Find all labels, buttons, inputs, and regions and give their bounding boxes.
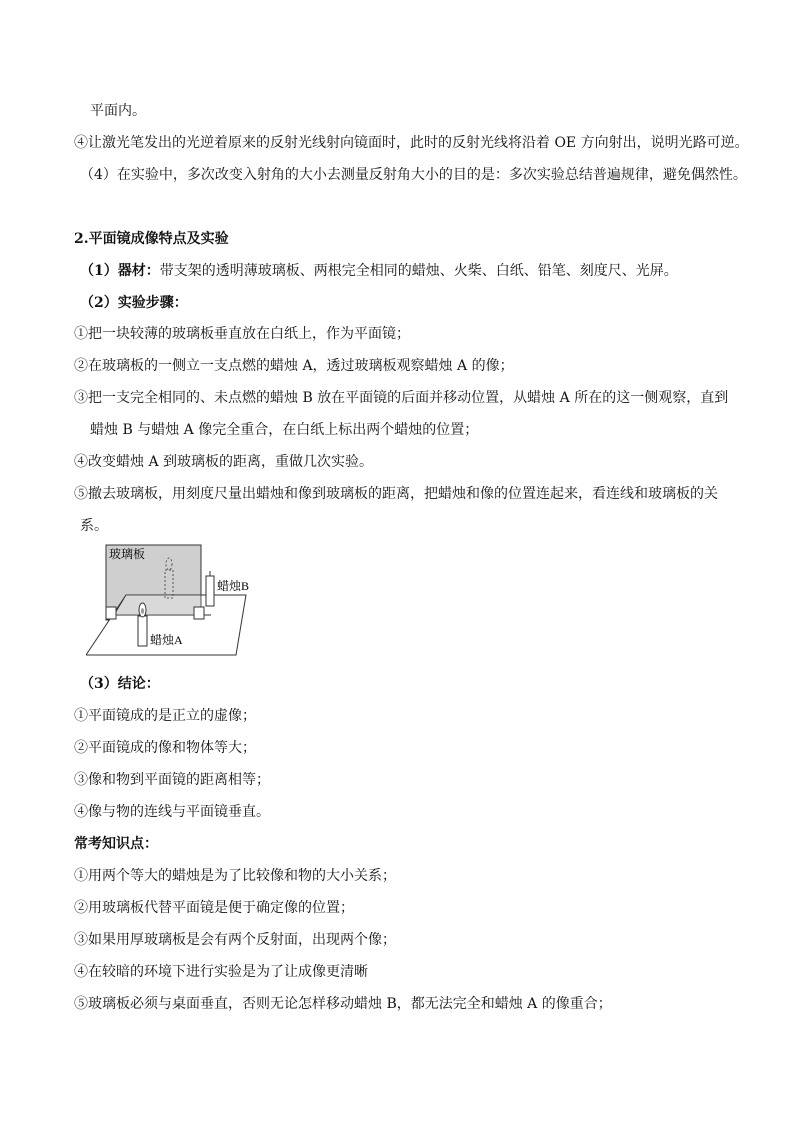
- experiment-figure: [86, 540, 266, 662]
- equipment-label: （1）器材：: [80, 263, 160, 279]
- section-title: 2.平面镜成像特点及实验: [74, 231, 229, 247]
- step-item: ⑤撤去玻璃板，用刻度尺量出蜡烛和像到玻璃板的距离，把蜡烛和像的位置连起来，看连线和玻璃板的关: [74, 486, 718, 502]
- conclusion-item: ②平面镜成的像和物体等大；: [74, 740, 256, 756]
- support-right: [194, 607, 204, 619]
- candle-a: [138, 616, 147, 646]
- label-candle-a: 蜡烛A: [150, 633, 183, 647]
- step-item: 蜡烛 B 与蜡烛 A 像完全重合，在白纸上标出两个蜡烛的位置；: [90, 422, 479, 438]
- text-line: （4）在实验中，多次改变入射角的大小去测量反射角大小的目的是：多次实验总结普遍规律，避免偶然性。: [80, 167, 747, 183]
- knowledge-title: 常考知识点：: [74, 836, 158, 852]
- step-item: ②在玻璃板的一侧立一支点燃的蜡烛 A，透过玻璃板观察蜡烛 A 的像；: [74, 358, 514, 374]
- knowledge-item: ②用玻璃板代替平面镜是便于确定像的位置；: [74, 900, 354, 916]
- candle-b: [206, 576, 214, 606]
- equipment-line: [80, 261, 678, 281]
- step-item: ④改变蜡烛 A 到玻璃板的距离，重做几次实验。: [74, 454, 374, 470]
- text-line: 平面内。: [90, 103, 146, 119]
- conclusion-item: ④像与物的连线与平面镜垂直。: [74, 804, 270, 820]
- step-item: ①把一块较薄的玻璃板垂直放在白纸上，作为平面镜；: [74, 326, 410, 342]
- conclusion-item: ①平面镜成的是正立的虚像；: [74, 708, 256, 724]
- knowledge-item: ④在较暗的环境下进行实验是为了让成像更清晰: [74, 964, 368, 980]
- step-item: ③把一支完全相同的、未点燃的蜡烛 B 放在平面镜的后面并移动位置，从蜡烛 A 所在的这一侧观察，直到: [74, 390, 729, 406]
- support-left: [106, 607, 116, 619]
- steps-title: （2）实验步骤：: [80, 295, 188, 311]
- candle-a-flame-inner: [141, 608, 144, 614]
- knowledge-item: ③如果用厚玻璃板是会有两个反射面，出现两个像；: [74, 932, 396, 948]
- text-line: ④让激光笔发出的光逆着原来的反射光线射向镜面时，此时的反射光线将沿着 OE 方向射出，说明光路可逆。: [74, 135, 749, 151]
- label-glass: 玻璃板: [109, 547, 146, 561]
- conclusion-item: ③像和物到平面镜的距离相等；: [74, 772, 270, 788]
- label-candle-b: 蜡烛B: [217, 579, 250, 593]
- step-item: 系。: [80, 518, 108, 534]
- knowledge-item: ①用两个等大的蜡烛是为了比较像和物的大小关系；: [74, 868, 396, 884]
- glass-lower: [114, 595, 201, 615]
- conclusion-title: （3）结论：: [80, 676, 160, 692]
- equipment-text: 带支架的透明薄玻璃板、两根完全相同的蜡烛、火柴、白纸、铅笔、刻度尺、光屏。: [159, 263, 678, 279]
- knowledge-item: ⑤玻璃板必须与桌面垂直，否则无论怎样移动蜡烛 B，都无法完全和蜡烛 A 的像重合；: [74, 996, 612, 1012]
